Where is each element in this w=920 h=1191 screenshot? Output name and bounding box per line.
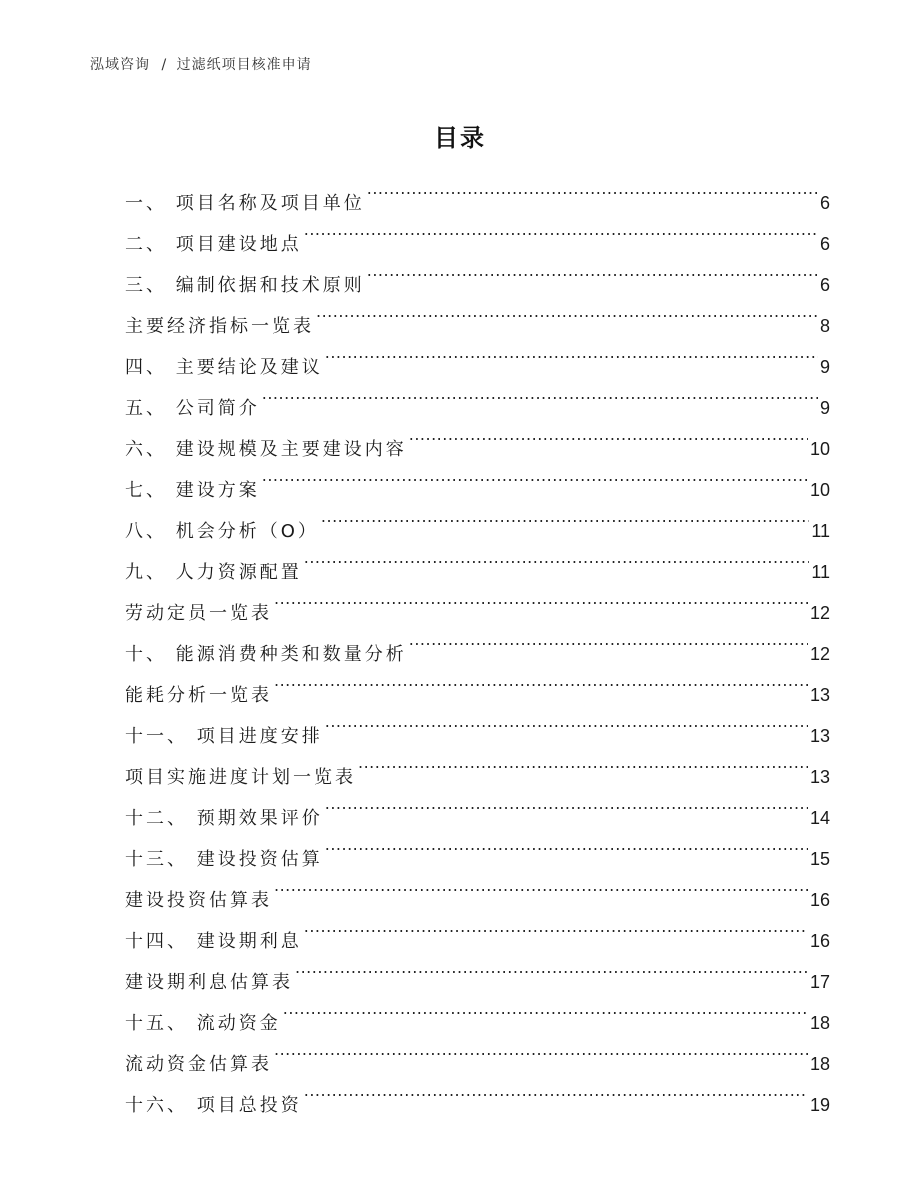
toc-entry-page: 18 [809, 1013, 830, 1033]
toc-entry-page: 12 [809, 644, 830, 664]
toc-entry-page: 19 [809, 1095, 830, 1115]
toc-dot-leader [409, 414, 808, 455]
header-doc-title: 过滤纸项目核准申请 [176, 57, 312, 73]
toc-entry-label: 二、 项目建设地点 [125, 234, 302, 255]
toc-entry-label: 四、 主要结论及建议 [125, 357, 323, 378]
toc-entry-label: 十二、 预期效果评价 [125, 808, 323, 829]
toc-entry-page: 17 [809, 972, 830, 992]
toc-entry-label: 十三、 建设投资估算 [125, 849, 323, 870]
toc-dot-leader [325, 332, 818, 373]
toc-entry-label: 五、 公司简介 [125, 398, 260, 419]
toc-dot-leader [262, 455, 808, 496]
toc-entry-page: 8 [819, 316, 830, 336]
toc-entry-label: 七、 建设方案 [125, 480, 260, 501]
toc-entry-page: 11 [811, 562, 830, 582]
toc-entry-page: 14 [809, 808, 830, 828]
toc-dot-leader [295, 947, 808, 988]
toc-dot-leader [325, 783, 808, 824]
toc-entry-label: 八、 机会分析（O） [125, 521, 319, 542]
toc-entry-page: 13 [809, 726, 830, 746]
toc-dot-leader [325, 824, 808, 865]
header-company: 泓域咨询 [90, 57, 150, 73]
toc-dot-leader [325, 701, 808, 742]
toc-dot-leader [262, 373, 818, 414]
toc-dot-leader [367, 168, 818, 209]
header-separator: / [161, 57, 168, 73]
toc-dot-leader [274, 578, 808, 619]
toc-entry-page: 15 [809, 849, 830, 869]
toc-entry-page: 9 [819, 357, 830, 377]
toc-entry-label: 十一、 项目进度安排 [125, 726, 323, 747]
toc-dot-leader [274, 660, 808, 701]
toc-entry-label: 建设期利息估算表 [125, 972, 293, 993]
toc-entry-page: 11 [811, 521, 830, 541]
toc-entry-label: 十六、 项目总投资 [125, 1095, 302, 1116]
toc-entry-label: 十四、 建设期利息 [125, 931, 302, 952]
toc-dot-leader [304, 906, 808, 947]
toc-list [125, 168, 830, 1116]
toc-entry-page: 12 [809, 603, 830, 623]
toc-entry-label: 能耗分析一览表 [125, 685, 272, 706]
toc-dot-leader [274, 1029, 808, 1070]
toc-dot-leader [409, 619, 808, 660]
toc-dot-leader [358, 742, 808, 783]
toc-dot-leader [321, 496, 809, 537]
page-header [90, 54, 312, 74]
toc-dot-leader [304, 209, 818, 250]
toc-dot-leader [367, 250, 818, 291]
toc-entry-page: 10 [809, 439, 830, 459]
toc-entry-page: 10 [809, 480, 830, 500]
toc-dot-leader [283, 988, 808, 1029]
toc-entry-label: 流动资金估算表 [125, 1054, 272, 1075]
toc-entry-page: 16 [809, 890, 830, 910]
toc-entry-page: 9 [819, 398, 830, 418]
toc-entry-label: 十五、 流动资金 [125, 1013, 281, 1034]
toc-entry-label: 十、 能源消费种类和数量分析 [125, 644, 407, 665]
toc-title: 目录 [434, 124, 486, 152]
toc-entry-page: 18 [809, 1054, 830, 1074]
toc-entry[interactable] [125, 168, 830, 214]
toc-entry-label: 六、 建设规模及主要建设内容 [125, 439, 407, 460]
toc-dot-leader [316, 291, 818, 332]
toc-entry-label: 劳动定员一览表 [125, 603, 272, 624]
toc-entry-label: 建设投资估算表 [125, 890, 272, 911]
toc-entry-page: 6 [819, 193, 830, 213]
toc-dot-leader [304, 537, 810, 578]
toc-dot-leader [274, 865, 808, 906]
toc-entry-page: 13 [809, 767, 830, 787]
toc-dot-leader [304, 1070, 808, 1111]
toc-entry-label: 主要经济指标一览表 [125, 316, 314, 337]
toc-entry-page: 16 [809, 931, 830, 951]
toc-entry-label: 项目实施进度计划一览表 [125, 767, 356, 788]
toc-entry-label: 九、 人力资源配置 [125, 562, 302, 583]
toc-entry-page: 13 [809, 685, 830, 705]
toc-entry-page: 6 [819, 275, 830, 295]
toc-entry-label: 三、 编制依据和技术原则 [125, 275, 365, 296]
toc-entry-page: 6 [819, 234, 830, 254]
toc-entry-label: 一、 项目名称及项目单位 [125, 193, 365, 214]
